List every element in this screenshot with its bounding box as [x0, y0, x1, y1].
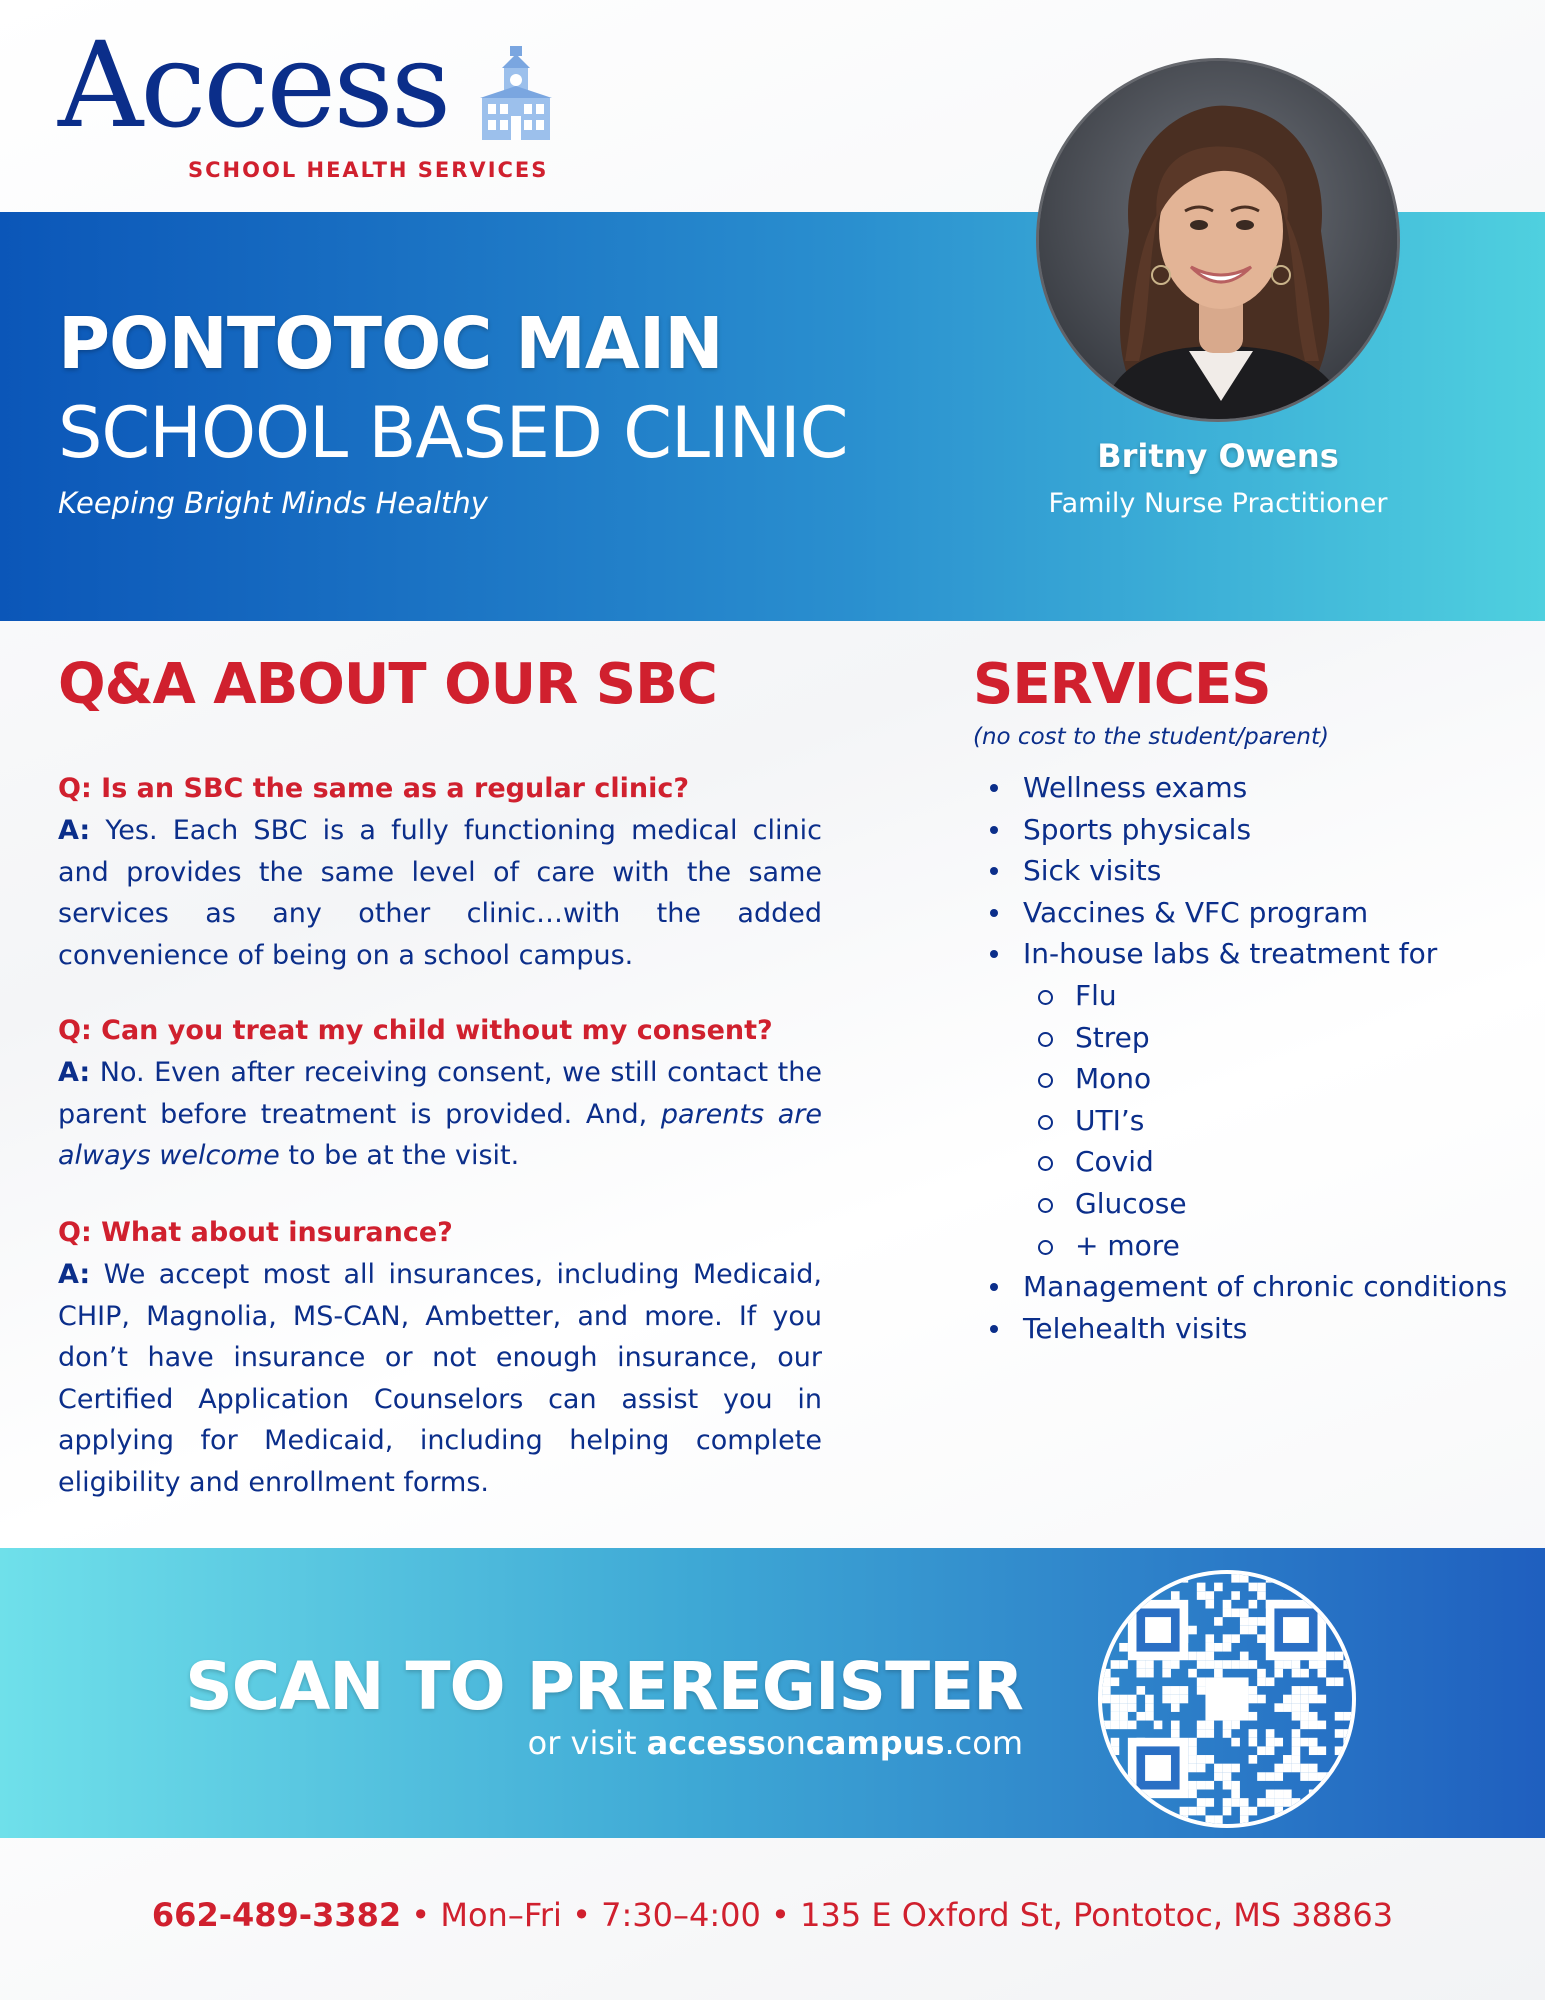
qa-question: Q: What about insurance? [58, 1217, 453, 1248]
hours-open: 7:30–4:00 [601, 1896, 761, 1934]
service-item: Sick visits [990, 850, 1510, 892]
provider-name: Britny Owens [1097, 437, 1339, 475]
separator: • [411, 1896, 431, 1934]
service-subitem: Mono [990, 1058, 1510, 1100]
services-list [990, 767, 1510, 1349]
tagline: Keeping Bright Minds Healthy [58, 486, 488, 520]
answer-label: A: [58, 1259, 91, 1290]
qa-question: Q: Can you treat my child without my consent? [58, 1015, 773, 1046]
logo-subtitle: SCHOOL HEALTH SERVICES [188, 158, 549, 182]
answer-emphasis: parents are always welcome [58, 1098, 822, 1172]
qa-answer [58, 810, 822, 976]
service-subitem: Flu [990, 975, 1510, 1017]
contact-footer [0, 1896, 1545, 1934]
qr-code-icon[interactable] [1098, 1570, 1356, 1828]
service-item: Vaccines & VFC program [990, 892, 1510, 934]
service-subitem: Covid [990, 1141, 1510, 1183]
schoolhouse-icon [476, 46, 556, 146]
address: 135 E Oxford St, Pontotoc, MS 38863 [800, 1896, 1394, 1934]
service-subitem: UTI’s [990, 1100, 1510, 1142]
answer-label: A: [58, 815, 91, 846]
cta-subtitle [528, 1724, 1023, 1762]
service-subitem: Glucose [990, 1183, 1510, 1225]
page-subtitle: SCHOOL BASED CLINIC [58, 392, 848, 474]
qa-item [58, 768, 822, 976]
qa-item [58, 1212, 822, 1504]
page-title: PONTOTOC MAIN [58, 302, 723, 385]
qa-question: Q: Is an SBC the same as a regular clinic? [58, 773, 690, 804]
website-link[interactable] [647, 1724, 1023, 1762]
answer-text: No. Even after receiving consent, we still contact the parent before treatment is provided. And, [58, 1057, 822, 1130]
service-item: Sports physicals [990, 809, 1510, 851]
qa-item [58, 1010, 822, 1177]
separator: • [572, 1896, 591, 1934]
days-open: Mon–Fri [440, 1896, 562, 1934]
service-item: Wellness exams [990, 767, 1510, 809]
cta-prefix: or visit [527, 1724, 637, 1762]
qa-heading: Q&A ABOUT OUR SBC [58, 652, 717, 717]
qa-answer [58, 1254, 822, 1504]
access-logo [58, 16, 588, 190]
site-part: access [646, 1724, 766, 1762]
service-subitem: + more [990, 1225, 1510, 1267]
service-item: Telehealth visits [990, 1308, 1510, 1350]
cta-title: SCAN TO PREREGISTER [185, 1648, 1023, 1725]
services-note: (no cost to the student/parent) [973, 724, 1329, 750]
preregister-banner [0, 1548, 1545, 1838]
provider-photo [1036, 58, 1400, 422]
answer-text: We accept most all insurances, including Medicaid, CHIP, Magnolia, MS-CAN, Ambetter, and more. If you don’t have insurance or not enough insurance, our Certified Application Counselors can assist you in applying for Medicaid, including helping complete eligibility and enrollment forms. [58, 1259, 822, 1498]
site-part: campus [805, 1724, 945, 1762]
service-subitem: Strep [990, 1017, 1510, 1059]
provider-title: Family Nurse Practitioner [1048, 488, 1388, 519]
answer-text: Yes. Each SBC is a fully functioning medical clinic and provides the same level of care with the same services as any other clinic…with the added convenience of being on a school campus. [58, 815, 822, 971]
answer-label: A: [58, 1057, 91, 1088]
answer-text: to be at the visit. [288, 1140, 520, 1172]
services-heading: SERVICES [973, 652, 1271, 717]
service-item: Management of chronic conditions [990, 1266, 1510, 1308]
service-item: In-house labs & treatment for [990, 933, 1510, 975]
qa-answer [58, 1052, 822, 1177]
separator: • [771, 1896, 790, 1934]
site-part: .com [944, 1724, 1023, 1762]
qr-code-graphic [1102, 1574, 1352, 1824]
portrait-image [1039, 61, 1400, 422]
logo-wordmark: Access [58, 16, 449, 154]
phone-number[interactable]: 662-489-3382 [151, 1896, 402, 1934]
site-part: on [765, 1724, 806, 1762]
